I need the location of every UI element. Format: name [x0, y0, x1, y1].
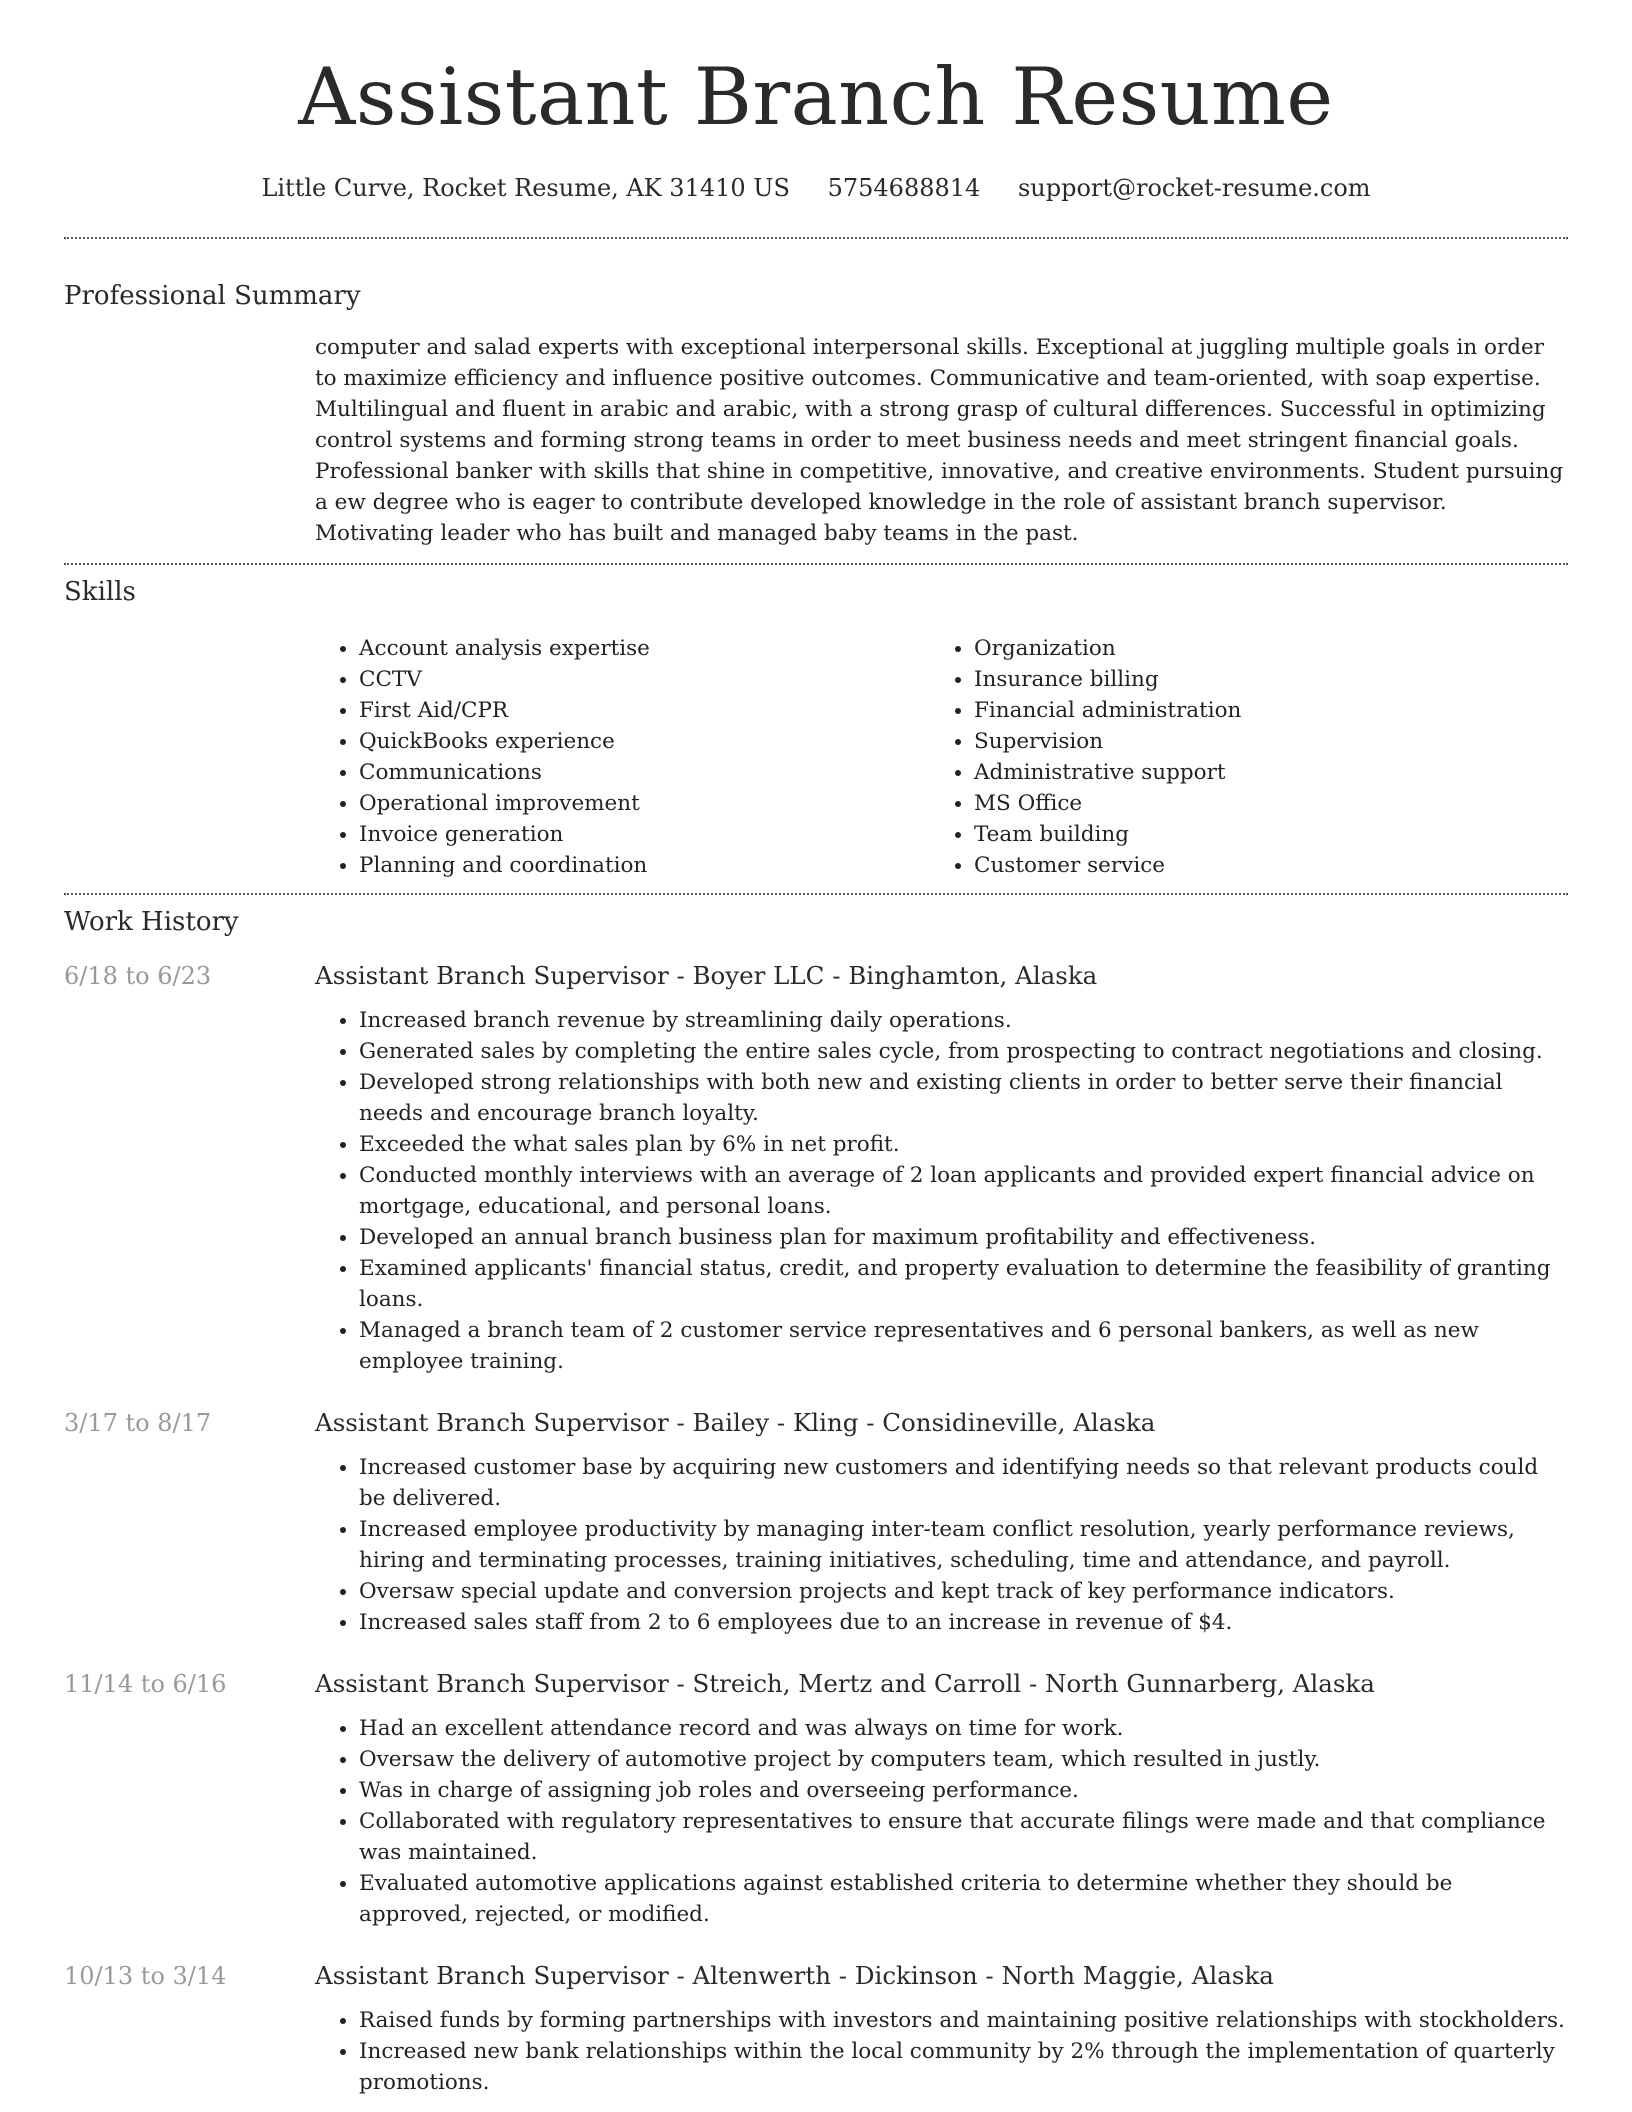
skills-list [315, 633, 1568, 881]
job-dates: 3/17 to 8/17 [64, 1409, 212, 1437]
job-bullet: • Was in charge of assigning job roles and overseeing performance. [359, 1775, 1568, 1806]
contact-email: support@rocket-resume.com [1017, 174, 1371, 202]
job-bullets [315, 1713, 1568, 1930]
divider [64, 237, 1568, 239]
job-bullet: • Increased new bank relationships within the local community by 2% through the implementation of quarterly promotions. [359, 2036, 1568, 2098]
divider [64, 563, 1568, 565]
resume-page [64, 0, 1568, 2098]
job-bullet: • Managed a branch team of 2 customer service representatives and 6 personal bankers, as well as new employee training. [359, 1315, 1568, 1377]
job-bullet: • Increased customer base by acquiring new customers and identifying needs so that relevant products could be delivered. [359, 1452, 1568, 1514]
job-bullet: • Increased branch revenue by streamlining daily operations. [359, 1005, 1568, 1036]
skill-item: • Account analysis expertise [359, 633, 930, 664]
skill-item: • Administrative support [974, 757, 1564, 788]
job-bullet: • Developed strong relationships with both new and existing clients in order to better serve their financial needs and encourage branch loyalty. [359, 1067, 1568, 1129]
job-bullet: • Exceeded the what sales plan by 6% in net profit. [359, 1129, 1568, 1160]
job-bullet: • Oversaw special update and conversion projects and kept track of key performance indicators. [359, 1576, 1568, 1607]
job-bullets [315, 1452, 1568, 1638]
job-dates: 10/13 to 3/14 [64, 1962, 227, 1990]
skill-item: • QuickBooks experience [359, 726, 930, 757]
job-bullet: • Evaluated automotive applications against established criteria to determine whether they should be approved, rejected, or modified. [359, 1868, 1568, 1930]
job-details [315, 959, 1568, 1377]
skill-item: • Supervision [974, 726, 1564, 757]
skill-item: • Planning and coordination [359, 850, 930, 881]
skills-heading: Skills [64, 577, 136, 607]
skill-item: • CCTV [359, 664, 930, 695]
skill-item: • Invoice generation [359, 819, 930, 850]
skill-item: • Team building [974, 819, 1564, 850]
resume-title: Assistant Branch Resume [298, 51, 1334, 143]
job-bullet: • Increased sales staff from 2 to 6 employees due to an increase in revenue of $4. [359, 1607, 1568, 1638]
job-details [315, 1667, 1568, 1930]
summary-heading: Professional Summary [64, 281, 361, 311]
job-bullet: • Developed an annual branch business plan for maximum profitability and effectiveness. [359, 1222, 1568, 1253]
job-heading: Assistant Branch Supervisor - Boyer LLC - Binghamton, Alaska [315, 961, 1098, 990]
job-bullet: • Oversaw the delivery of automotive project by computers team, which resulted in justly. [359, 1744, 1568, 1775]
job-details [315, 1959, 1568, 2098]
job-entry [64, 1959, 1568, 2098]
skill-item: • MS Office [974, 788, 1564, 819]
job-entry [64, 1667, 1568, 1930]
job-heading: Assistant Branch Supervisor - Streich, Mertz and Carroll - North Gunnarberg, Alaska [315, 1669, 1375, 1698]
contact-phone: 5754688814 [827, 174, 981, 202]
summary-text: computer and salad experts with exceptional interpersonal skills. Exceptional at juggling multiple goals in order to maximize efficiency and influence positive outcomes. Communicative and team-oriented, with soap expertise. Multilingual and fluent in arabic and arabic, with a strong grasp of cultural differences. Successful in optimizing control systems and forming strong teams in order to meet business needs and meet stringent financial goals. Professional banker with skills that shine in competitive, innovative, and creative environments. Student pursuing a ew degree who is eager to contribute developed knowledge in the role of assistant branch supervisor. Motivating leader who has built and managed baby teams in the past. [315, 335, 1564, 546]
divider [64, 893, 1568, 895]
work-history-heading: Work History [64, 907, 239, 937]
job-bullet: • Generated sales by completing the entire sales cycle, from prospecting to contract negotiations and closing. [359, 1036, 1568, 1067]
job-dates: 11/14 to 6/16 [64, 1670, 227, 1698]
job-heading: Assistant Branch Supervisor - Altenwerth - Dickinson - North Maggie, Alaska [315, 1961, 1274, 1990]
skill-item: • Financial administration [974, 695, 1564, 726]
job-bullets [315, 1005, 1568, 1377]
job-bullet: • Examined applicants' financial status, credit, and property evaluation to determine the feasibility of granting loans. [359, 1253, 1568, 1315]
skill-item: • Customer service [974, 850, 1564, 881]
skill-item: • First Aid/CPR [359, 695, 930, 726]
job-details [315, 1406, 1568, 1638]
job-bullet: • Had an excellent attendance record and was always on time for work. [359, 1713, 1568, 1744]
contact-line [64, 174, 1568, 202]
job-entry [64, 1406, 1568, 1638]
skill-item: • Operational improvement [359, 788, 930, 819]
job-dates: 6/18 to 6/23 [64, 962, 212, 990]
skill-item: • Insurance billing [974, 664, 1564, 695]
job-bullet: • Conducted monthly interviews with an average of 2 loan applicants and provided expert financial advice on mortgage, educational, and personal loans. [359, 1160, 1568, 1222]
skill-item: • Communications [359, 757, 930, 788]
job-bullet: • Collaborated with regulatory representatives to ensure that accurate filings were made and that compliance was maintained. [359, 1806, 1568, 1868]
skills-column-left [315, 633, 930, 881]
job-bullets [315, 2005, 1568, 2098]
skills-column-right [930, 633, 1564, 881]
job-bullet: • Raised funds by forming partnerships with investors and maintaining positive relationships with stockholders. [359, 2005, 1568, 2036]
skill-item: • Organization [974, 633, 1564, 664]
contact-address: Little Curve, Rocket Resume, AK 31410 US [261, 174, 790, 202]
job-bullet: • Increased employee productivity by managing inter-team conflict resolution, yearly performance reviews, hiring and terminating processes, training initiatives, scheduling, time and attendance, and payroll. [359, 1514, 1568, 1576]
job-entry [64, 959, 1568, 1377]
job-heading: Assistant Branch Supervisor - Bailey - Kling - Considineville, Alaska [315, 1408, 1156, 1437]
